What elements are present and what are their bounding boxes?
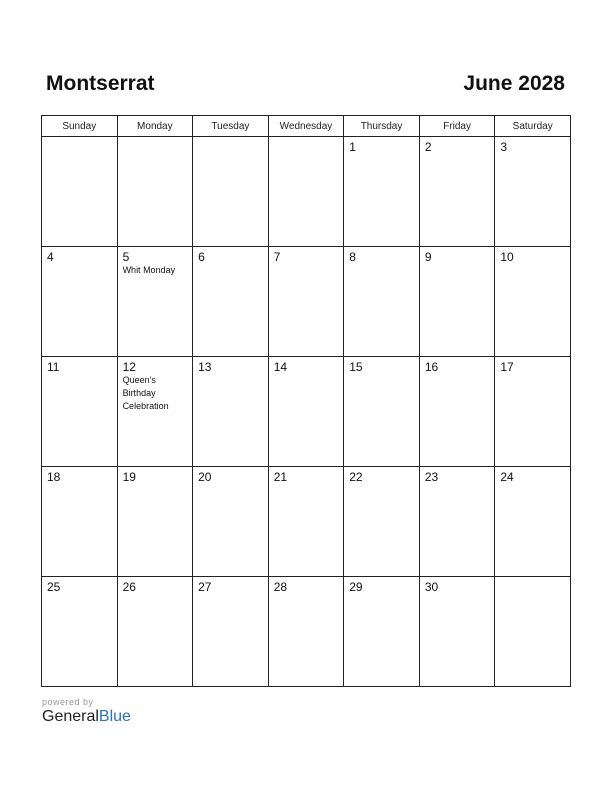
day-number: 14 (273, 360, 288, 374)
day-cell (344, 467, 420, 577)
day-number: 11 (47, 360, 60, 374)
day-cell (495, 137, 571, 247)
day-number: 24 (500, 470, 514, 484)
day-number: 27 (198, 580, 212, 594)
day-cell (42, 577, 118, 687)
day-number: 28 (273, 580, 288, 594)
day-cell (419, 247, 495, 357)
day-number: 7 (273, 250, 281, 264)
weekday-wednesday: Wednesday (268, 116, 344, 137)
day-cell (495, 357, 571, 467)
calendar-grid (41, 115, 571, 687)
day-number: 10 (500, 250, 514, 264)
day-number: 23 (424, 470, 439, 484)
week-row (42, 357, 571, 467)
day-number (118, 137, 193, 140)
day-number: 12 (122, 360, 136, 374)
day-cell (419, 467, 495, 577)
holiday-label: Whit Monday (122, 265, 176, 275)
day-cell (193, 137, 269, 247)
day-number: 6 (198, 250, 205, 264)
week-row (42, 467, 571, 577)
day-cell (268, 137, 344, 247)
brand-general: General (42, 708, 99, 725)
weekday-saturday: Saturday (495, 116, 571, 137)
day-cell (193, 577, 269, 687)
brand-blue: Blue (98, 708, 131, 725)
day-number: 3 (500, 140, 508, 154)
day-number (42, 137, 117, 140)
day-cell (193, 357, 269, 467)
day-cell (495, 247, 571, 357)
day-number: 16 (424, 360, 439, 374)
day-number (193, 137, 268, 140)
month-year-title: June 2028 (463, 72, 565, 95)
day-cell (419, 357, 495, 467)
day-number (269, 137, 344, 140)
day-cell (495, 467, 571, 577)
day-number: 17 (500, 360, 514, 374)
day-cell (42, 137, 118, 247)
day-number: 5 (122, 250, 130, 264)
day-number: 2 (424, 140, 432, 154)
day-number: 13 (198, 360, 212, 374)
week-row (42, 247, 571, 357)
day-number: 21 (273, 470, 288, 484)
day-cell (42, 357, 118, 467)
day-cell (117, 137, 193, 247)
day-cell (344, 577, 420, 687)
day-number: 18 (47, 470, 61, 484)
day-number: 30 (424, 580, 439, 594)
day-cell (419, 137, 495, 247)
footer-branding (42, 697, 131, 726)
day-number: 19 (122, 470, 136, 484)
day-cell (117, 577, 193, 687)
day-number: 20 (198, 470, 212, 484)
day-cell (268, 357, 344, 467)
day-number: 8 (349, 250, 356, 264)
weekday-thursday: Thursday (344, 116, 420, 137)
day-cell (117, 247, 193, 357)
day-cell (117, 467, 193, 577)
day-number: 1 (349, 140, 356, 154)
day-number: 4 (47, 250, 54, 264)
day-cell (344, 357, 420, 467)
week-row (42, 137, 571, 247)
day-number: 29 (349, 580, 363, 594)
day-cell (268, 577, 344, 687)
day-number: 9 (424, 250, 432, 264)
day-cell (268, 247, 344, 357)
weekday-tuesday: Tuesday (193, 116, 269, 137)
weekday-monday: Monday (117, 116, 193, 137)
day-number: 15 (349, 360, 363, 374)
day-number (495, 577, 570, 580)
powered-by-text: powered by (42, 697, 94, 707)
day-number: 26 (122, 580, 136, 594)
day-number: 25 (47, 580, 61, 594)
day-number: 22 (349, 470, 363, 484)
day-cell (42, 247, 118, 357)
day-cell (268, 467, 344, 577)
weekday-friday: Friday (419, 116, 495, 137)
day-cell (344, 247, 420, 357)
country-title: Montserrat (46, 72, 155, 95)
week-row (42, 577, 571, 687)
day-cell (344, 137, 420, 247)
weekday-sunday: Sunday (42, 116, 118, 137)
day-cell (117, 357, 193, 467)
day-cell (495, 577, 571, 687)
generalblue-logo[interactable] (42, 708, 131, 726)
day-cell (193, 247, 269, 357)
day-cell (193, 467, 269, 577)
day-cell (42, 467, 118, 577)
day-cell (419, 577, 495, 687)
weekday-header-row (42, 116, 571, 137)
holiday-label: Queen’s Birthday Celebration (122, 375, 169, 411)
